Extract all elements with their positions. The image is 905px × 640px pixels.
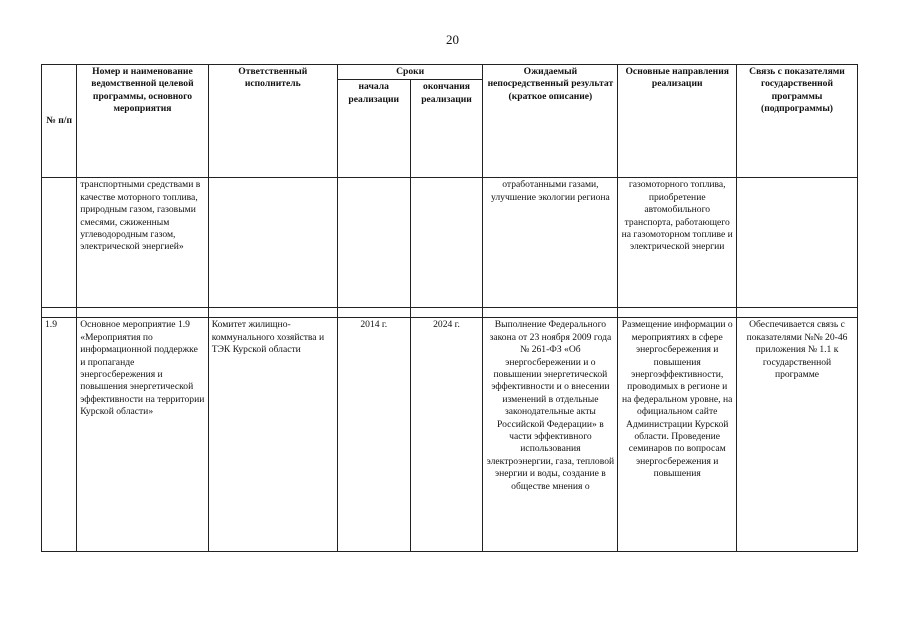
header-start: начала реализации — [337, 80, 410, 178]
cell-executor — [208, 178, 337, 308]
page-number: 20 — [446, 32, 459, 47]
header-terms: Сроки — [337, 65, 483, 80]
table-row-continued — [42, 178, 858, 308]
cell-directions: Размещение информации о мероприятиях в сфере энергосбережения и повышения энергоэффективности, проводимых в регионе и на федеральном уровне, на официальном сайте Администрации Курской области. Проведение семинаров по вопросам энергосбережения и повышения — [618, 318, 737, 552]
header-result: Ожидаемый непосредственный результат (краткое описание) — [483, 65, 618, 178]
cell-num — [42, 178, 77, 308]
header-link: Связь с показателями государственной программы (подпрограммы) — [737, 65, 858, 178]
header-num: № п/п — [42, 65, 77, 178]
cell-end — [410, 178, 483, 308]
cell-name: Основное мероприятие 1.9 «Мероприятия по информационной поддержке и пропаганде энергосбережения и повышения энергетической эффективности на территории Курской области» — [77, 318, 208, 552]
cell-name: транспортными средствами в качестве моторного топлива, природным газом, газовыми смесями, сжиженным углеводородным газом, электрической энергией» — [77, 178, 208, 308]
cell-start: 2014 г. — [337, 318, 410, 552]
table-row — [42, 318, 858, 552]
cell-link — [737, 178, 858, 308]
cell-link: Обеспечивается связь с показателями №№ 20-46 приложения № 1.1 к государственной программе — [737, 318, 858, 552]
header-name: Номер и наименование ведомственной целевой программы, основного мероприятия — [77, 65, 208, 178]
header-directions: Основные направления реализации — [618, 65, 737, 178]
cell-start — [337, 178, 410, 308]
cell-num: 1.9 — [42, 318, 77, 552]
header-executor: Ответственный исполнитель — [208, 65, 337, 178]
program-table — [41, 64, 858, 552]
header-end: окончания реализации — [410, 80, 483, 178]
cell-end: 2024 г. — [410, 318, 483, 552]
cell-result: отработанными газами, улучшение экологии региона — [483, 178, 618, 308]
cell-directions: газомоторного топлива, приобретение автомобильного транспорта, работающего на газомоторном топливе и электрической энергии — [618, 178, 737, 308]
cell-result: Выполнение Федерального закона от 23 ноября 2009 года № 261-ФЗ «Об энергосбережении и о повышении энергетической эффективности и о внесении изменений в отдельные законодательные акты Российской Федерации» в части эффективного использования электроэнергии, газа, тепловой энергии и воды, создание в обществе мнения о — [483, 318, 618, 552]
table-row-spacer — [42, 308, 858, 318]
cell-executor: Комитет жилищно-коммунального хозяйства и ТЭК Курской области — [208, 318, 337, 552]
